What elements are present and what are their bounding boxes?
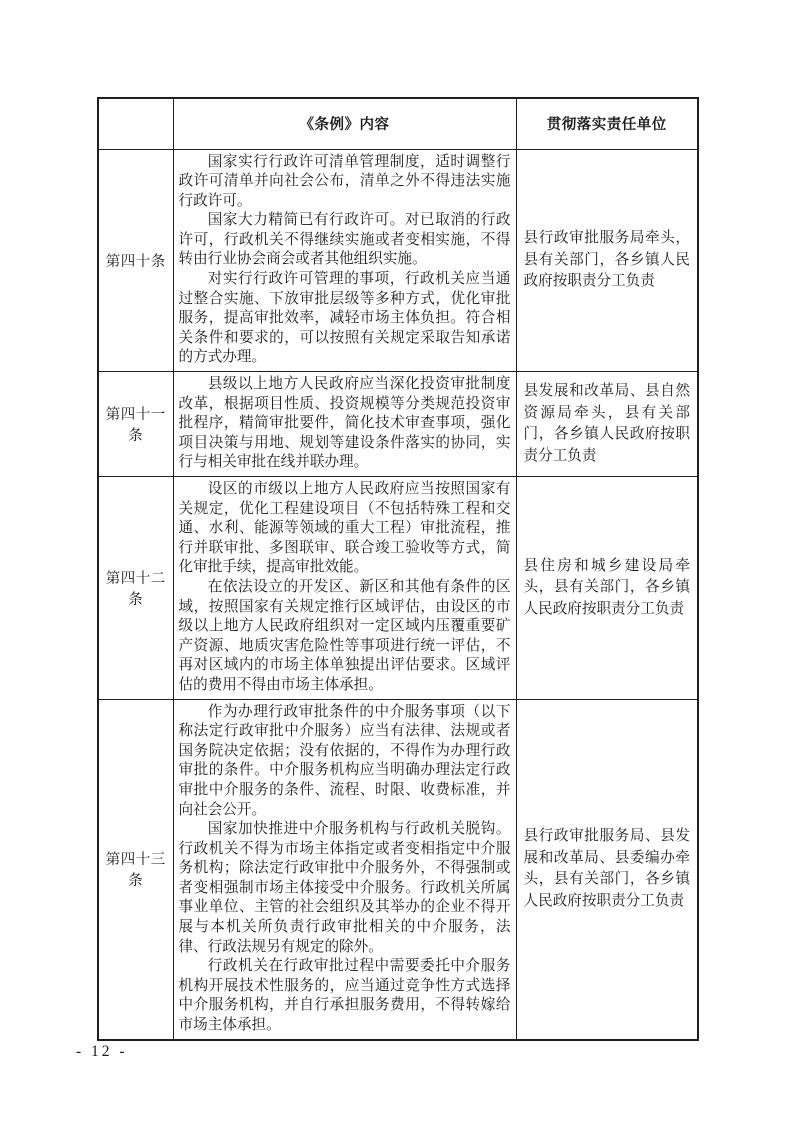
table-row	[98, 372, 698, 477]
content-paragraph: 在依法设立的开发区、新区和其他有条件的区域，按照国家有关规定推行区域评估，由设区的市级以上地方人民政府组织对一定区域内压覆重要矿产资源、地质灾害危险性等事项进行统一评估，不再对区域内的市场主体单独提出评估要求。区域评估的费用不得由市场主体承担。	[178, 578, 511, 693]
content-paragraph: 国家大力精简已有行政许可。对已取消的行政许可，行政机关不得继续实施或者变相实施，不得转由行业协会商会或者其他组织实施。	[178, 212, 511, 268]
content-paragraph: 行政机关在行政审批过程中需要委托中介服务机构开展技术性服务的，应当通过竞争性方式选择中介服务机构，并自行承担服务费用，不得转嫁给市场主体承担。	[178, 958, 511, 1034]
article-label: 第四十一条	[98, 372, 173, 477]
article-content	[173, 699, 516, 1040]
content-paragraph: 作为办理行政审批条件的中介服务事项（以下称法定行政审批中介服务）应当有法律、法规或者国务院决定依据；没有依据的，不得作为办理行政审批的条件。中介服务机构应当明确办理法定行政审批中介服务的条件、流程、时限、收费标准，并向社会公开。	[178, 703, 511, 818]
table-header-row	[98, 98, 698, 149]
responsible-unit: 县行政审批服务局、县发展和改革局、县委编办牵头，县有关部门，各乡镇人民政府按职责分工负责	[516, 699, 698, 1040]
table-row	[98, 477, 698, 700]
article-content	[173, 477, 516, 700]
article-label: 第四十三条	[98, 699, 173, 1040]
content-paragraph: 对实行行政许可管理的事项，行政机关应当通过整合实施、下放审批层级等多种方式，优化审批服务，提高审批效率，减轻市场主体负担。符合相关条件和要求的，可以按照有关规定采取告知承诺的方式办理。	[178, 271, 511, 366]
article-label: 第四十条	[98, 149, 173, 372]
content-paragraph: 国家实行行政许可清单管理制度，适时调整行政许可清单并向社会公布，清单之外不得违法实施行政许可。	[178, 153, 511, 209]
table-row	[98, 149, 698, 372]
article-content	[173, 372, 516, 477]
header-content: 《条例》内容	[173, 98, 516, 149]
page-number: - 12 -	[76, 1043, 128, 1060]
content-paragraph: 县级以上地方人民政府应当深化投资审批制度改革，根据项目性质、投资规模等分类规范投资审批程序，精简审批要件，简化技术审查事项，强化项目决策与用地、规划等建设条件落实的协同，实行与相关审批在线并联办理。	[178, 376, 511, 471]
content-paragraph: 设区的市级以上地方人民政府应当按照国家有关规定，优化工程建设项目（不包括特殊工程和交通、水利、能源等领域的重大工程）审批流程，推行并联审批、多图联审、联合竣工验收等方式，简化审批手续，提高审批效能。	[178, 481, 511, 576]
table-row	[98, 699, 698, 1040]
content-paragraph: 国家加快推进中介服务机构与行政机关脱钩。行政机关不得为市场主体指定或者变相指定中介服务机构；除法定行政审批中介服务外，不得强制或者变相强制市场主体接受中介服务。行政机关所属事业单位、主管的社会组织及其举办的企业不得开展与本机关所负责行政审批相关的中介服务，法律、行政法规另有规定的除外。	[178, 821, 511, 955]
responsible-unit: 县行政审批服务局牵头，县有关部门，各乡镇人民政府按职责分工负责	[516, 149, 698, 372]
header-article	[98, 98, 173, 149]
responsible-unit: 县发展和改革局、县自然资源局牵头，县有关部门，各乡镇人民政府按职责分工负责	[516, 372, 698, 477]
article-label: 第四十二条	[98, 477, 173, 700]
header-unit: 贯彻落实责任单位	[516, 98, 698, 149]
article-content	[173, 149, 516, 372]
responsible-unit: 县住房和城乡建设局牵头，县有关部门，各乡镇人民政府按职责分工负责	[516, 477, 698, 700]
regulation-table	[97, 97, 699, 1041]
